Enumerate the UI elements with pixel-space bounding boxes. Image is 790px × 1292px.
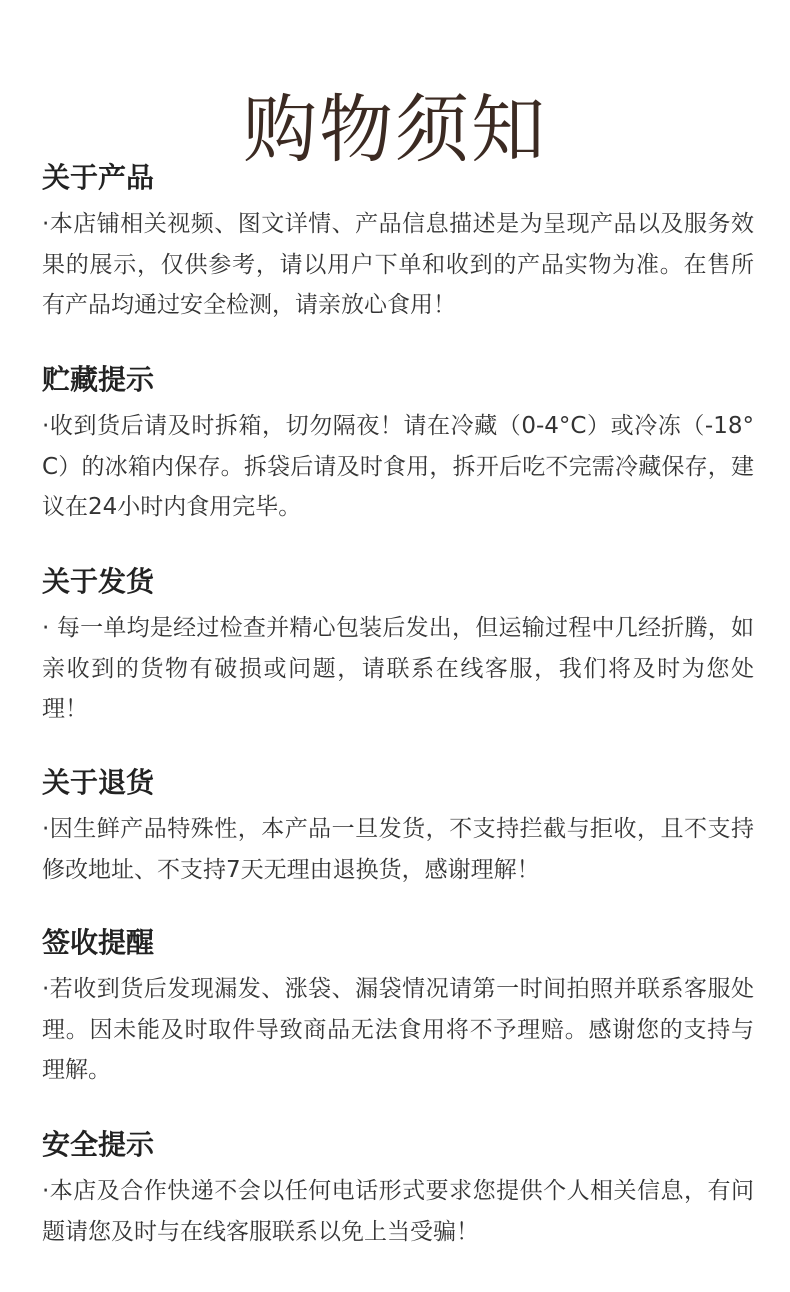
section-body: ·本店铺相关视频、图文详情、产品信息描述是为呈现产品以及服务效果的展示，仅供参考，请以用户下单和收到的产品实物为准。在售所有产品均通过安全检测，请亲放心食用！ — [42, 211, 754, 318]
section-heading: 签收提醒 — [42, 926, 155, 959]
section-body: ·若收到货后发现漏发、涨袋、漏袋情况请第一时间拍照并联系客服处理。因未能及时取件导致商品无法食用将不予理赔。感谢您的支持与理解。 — [42, 976, 754, 1083]
section-delivery-reminder — [42, 923, 754, 1091]
section-heading: 贮藏提示 — [42, 363, 155, 396]
section-heading: 关于退货 — [42, 766, 155, 799]
section-storage-tips — [42, 360, 754, 528]
section-body: ·本店及合作快递不会以任何电话形式要求您提供个人相关信息，有问题请您及时与在线客服联系以免上当受骗！ — [42, 1178, 754, 1245]
page-title: 购物须知 — [243, 86, 547, 173]
section-about-product — [42, 158, 754, 326]
section-about-returns — [42, 763, 754, 890]
section-safety-tips — [42, 1125, 754, 1252]
section-body: · 每一单均是经过检查并精心包装后发出，但运输过程中几经折腾，如亲收到的货物有破损或问题，请联系在线客服，我们将及时为您处理！ — [42, 615, 754, 722]
section-heading: 关于发货 — [42, 565, 155, 598]
section-heading: 关于产品 — [42, 161, 155, 194]
section-body: ·因生鲜产品特殊性，本产品一旦发货，不支持拦截与拒收，且不支持修改地址、不支持7天无理由退换货，感谢理解！ — [42, 816, 754, 883]
section-body: ·收到货后请及时拆箱，切勿隔夜！请在冷藏（0-4°C）或冷冻（-18°C）的冰箱内保存。拆袋后请及时食用，拆开后吃不完需冷藏保存，建议在24小时内食用完毕。 — [42, 413, 754, 520]
section-about-shipping — [42, 562, 754, 730]
section-heading: 安全提示 — [42, 1128, 155, 1161]
